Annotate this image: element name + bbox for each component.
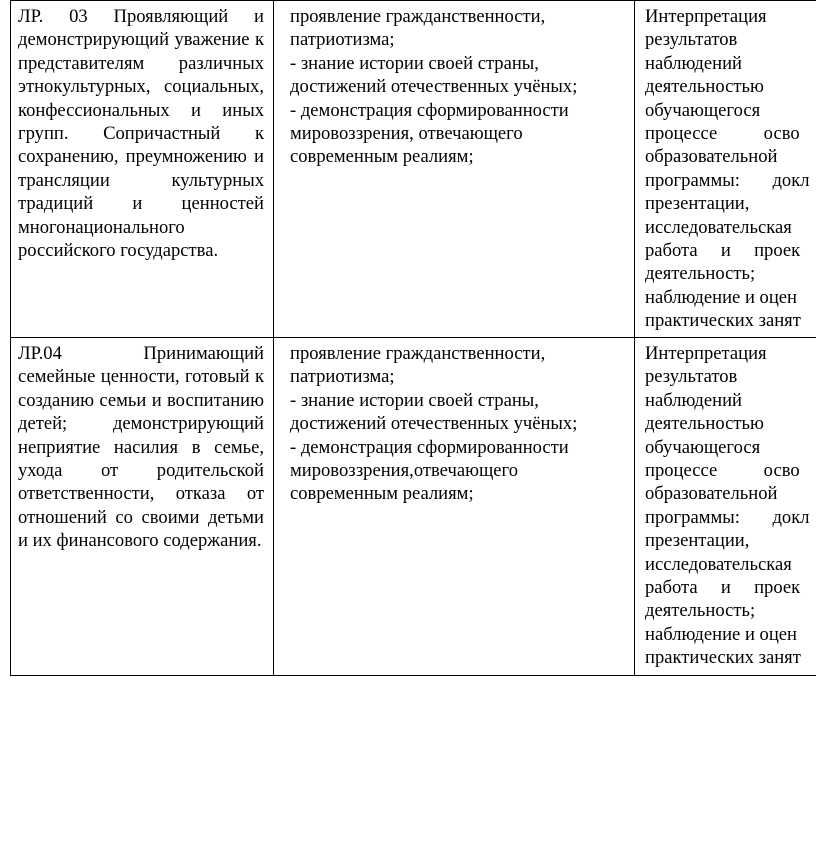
methods-line: наблюдение и оцен: [645, 286, 797, 308]
criteria-cell: [274, 1, 635, 338]
methods-line: практических занят: [645, 310, 801, 332]
methods-line: Интерпретация: [645, 343, 767, 364]
methods-line: наблюдение и оцен: [645, 623, 797, 645]
methods-line: наблюдений: [645, 389, 742, 411]
table-row: [11, 1, 816, 338]
criteria-text: проявление гражданственности, патриотизма; - знание истории своей страны, достижений отечественных учёных; - демонстрация сформированности мировоззрения,отвечающего современным реалиям;: [290, 343, 578, 505]
methods-line: результатов: [645, 29, 738, 51]
methods-line: деятельностью: [645, 76, 764, 98]
methods-line: обучающегося: [645, 99, 761, 121]
methods-line: образовательной: [645, 483, 778, 505]
methods-line: презентации,: [645, 193, 750, 215]
results-table: [10, 0, 816, 676]
methods-line: обучающегося: [645, 436, 761, 458]
methods-line: наблюдений: [645, 52, 742, 74]
methods-line: исследовательская: [645, 216, 792, 238]
methods-line: исследовательская: [645, 553, 792, 575]
methods-line: процессе осво: [645, 123, 800, 145]
personal-result-cell: ЛР.04 Принимающий семейные ценности, готовый к созданию семьи и воспитанию детей; демонстрирующий неприятие насилия в семье, ухода от родительской ответственности, отказа от отношений со своими детьми и их финансового содержания.: [11, 338, 274, 676]
criteria-text: проявление гражданственности, патриотизма; - знание истории своей страны, достижений отечественных учёных; - демонстрация сформированности мировоззрения, отвечающего современным реалиям;: [290, 6, 578, 168]
table-row: [11, 338, 816, 676]
assessment-methods-cell: [635, 1, 816, 338]
methods-line: презентации,: [645, 530, 750, 552]
assessment-methods-cell: [635, 338, 816, 676]
methods-line: Интерпретация: [645, 6, 767, 27]
methods-line: практических занят: [645, 647, 801, 669]
methods-line: результатов: [645, 366, 738, 388]
methods-line: работа и проек: [645, 240, 801, 262]
methods-line: программы: докл: [645, 506, 810, 528]
personal-result-cell: ЛР. 03 Проявляющий и демонстрирующий уважение к представителям различных этнокультурных, социальных, конфессиональных и иных групп. Сопричастный к сохранению, преумножению и трансляции культурных традиций и ценностей многонационального российского государства.: [11, 1, 274, 338]
methods-line: процессе осво: [645, 460, 800, 482]
methods-line: деятельность;: [645, 263, 756, 285]
methods-line: образовательной: [645, 146, 778, 168]
criteria-cell: [274, 338, 635, 676]
methods-line: работа и проек: [645, 577, 801, 599]
methods-line: деятельностью: [645, 413, 764, 435]
methods-line: программы: докл: [645, 169, 810, 191]
methods-line: деятельность;: [645, 600, 756, 622]
